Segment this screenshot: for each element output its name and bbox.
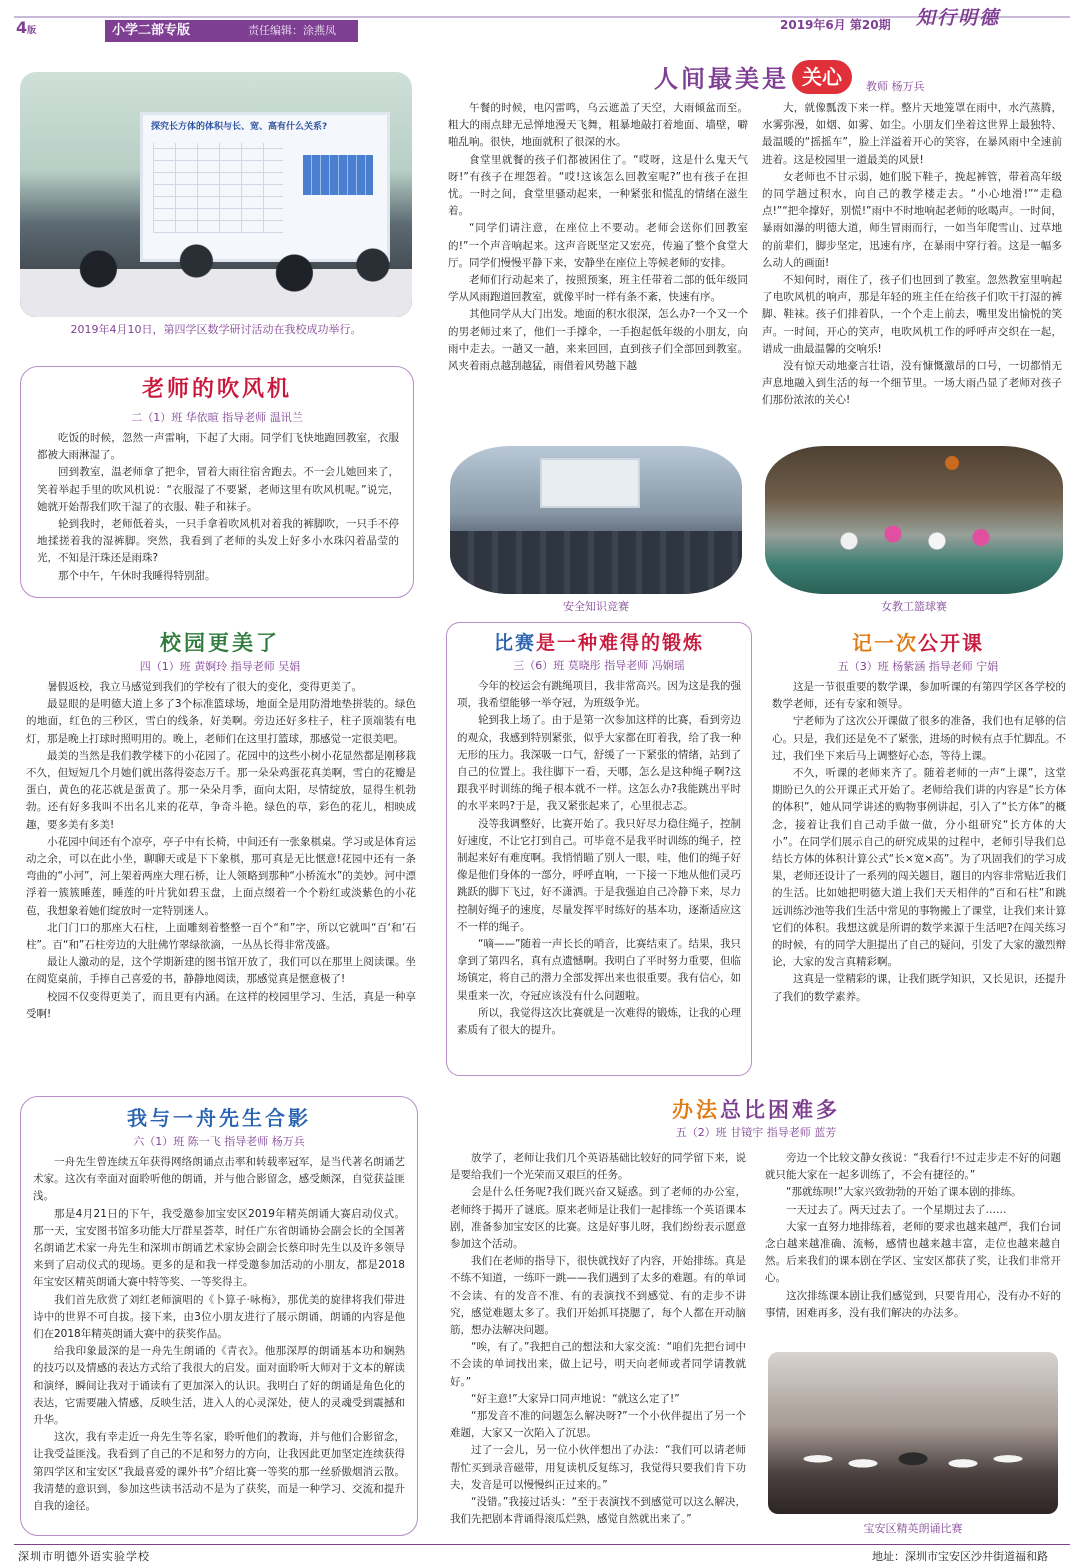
article-paragraph: “嘀——”随着一声长长的哨音，比赛结束了。结果，我只拿到了第四名，真有点遗憾啊。我明白了平时努力重要，但临场镇定，将自己的潜力全部发挥出来也很重要。我有信心，如果重来一次，夺冠应该没有什么问题啦。 — [457, 938, 741, 1002]
article-openclass — [770, 628, 1066, 1048]
article-paragraph: 老师们行动起来了，按照预案，班主任带着二部的低年级同学从风雨跑道回教室，就像平时一样有条不紊，快速有序。 — [448, 274, 748, 304]
article-paragraph: “没错。”我接过话头：“至于表演找不到感觉可以这么解决，我们先把剧本背诵得滚瓜烂熟，感觉自然就出来了。” — [450, 1496, 746, 1526]
article-paragraph: 不知何时，雨住了，孩子们也回到了教室。忽然教室里响起了电吹风机的响声，那是年轻的班主任在给孩子们吹干打湿的裤脚、鞋袜。孩子们排着队，一个个走上前去，嘴里发出愉悦的笑声。一时间，开心的笑声，电吹风机工作的呼呼声交织在一起，谱成一曲最温馨的交响乐! — [762, 274, 1062, 355]
classroom-caption: 2019年4月10日，第四学区数学研讨活动在我校成功举行。 — [70, 323, 362, 336]
brand-logo: 知行明德 — [916, 7, 1001, 29]
article-paragraph: 今年的校运会有跳绳项目，我非常高兴。因为这是我的强项，我希望能够一举夺冠，为班级争光。 — [457, 680, 741, 710]
article-contest — [446, 622, 752, 1076]
article-paragraph: 其他同学从大门出发。地面的积水很深，怎么办?一个又一个的男老师过来了，他们一手撑伞，一手抱起低年级的小朋友，向雨中走去。一趟又一趟，来来回回，直到孩子们全部回到教室。风夹着雨点越刮越猛，雨借着风势越下越 — [448, 308, 748, 373]
article-paragraph: 轮到我时，老师低着头，一只手拿着吹风机对着我的裤脚吹，一只手不停地揉搓着我的湿裤脚。突然，我看到了老师的头发上好多小水珠闪着晶莹的光，不知是汗珠还是雨珠? — [37, 518, 399, 565]
section-title: 小学二部专版 — [112, 23, 191, 38]
article-title: 人间最美是 — [654, 65, 789, 93]
students-silhouettes — [20, 237, 412, 317]
article-paragraph: 暑假返校，我立马感觉到我们的学校有了很大的变化，变得更美了。 — [47, 681, 362, 693]
page-header — [0, 0, 1080, 50]
article-title: 我与一舟先生合影 — [127, 1106, 311, 1130]
article-body — [21, 1150, 417, 1535]
article-byline: 二（1）班 华依暄 指导老师 温讯兰 — [131, 411, 303, 424]
article-paragraph: 会是什么任务呢?我们既兴奋又疑惑。到了老师的办公室，老师终于揭开了谜底。原来老师是让我们一起排练一个英语课本剧，准备参加宝安区的比赛。这是好事儿呀，我们纷纷表示愿意参加这个活动。 — [450, 1186, 746, 1251]
article-paragraph: 没等我调整好，比赛开始了。我只好尽力稳住绳子，控制好速度，不让它打到自己。可毕竟不是我平时训练的绳子，控制起来好有难度啊。我悄悄瞄了别人一眼，哇，他们的绳子好像是他们身体的一部分，呼呼直响，一下接一下地从他们灵巧跳跃的脚下飞过，好不潇洒。于是我强迫自己冷静下来，尽力控制好绳子的速度，尽量发挥平时练好的基本功，逐渐适应这不一样的绳子。 — [457, 817, 741, 933]
article-title: 校园更美了 — [160, 631, 280, 655]
article-paragraph: 大家一直努力地排练着，老师的要求也越来越严，我们台词念白越来越准确、流畅，感情也越来越丰富，走位也越来越自然。后来我们的课本剧在学区、宝安区都获了奖，让我们非常开心。 — [765, 1220, 1061, 1285]
love-body-right — [762, 100, 1062, 430]
article-body — [21, 426, 413, 584]
article-byline: 六（1）班 陈一飞 指导老师 杨万兵 — [133, 1135, 305, 1148]
players — [805, 506, 1025, 576]
screen-table — [153, 143, 283, 233]
hall-seats — [450, 531, 742, 594]
classroom-photo — [20, 72, 412, 317]
article-paragraph: 那是4月21日的下午，我受邀参加宝安区2019年精英朗诵大赛启动仪式。那一天，宝安图书馆多功能大厅群星荟萃，时任广东省朗诵协会副会长的全国著名朗诵艺术家一舟先生和深圳市朗诵艺术家协会副会长蔡印时先生以及许多领导来到了启动仪式的现场。更多的是和我一样受邀参加活动的小朋友，都是2018年宝安区精英朗诵大赛中特等奖、一等奖得主。 — [33, 1207, 405, 1289]
article-paragraph: 一舟先生曾连续五年获得网络朗诵点击率和转载率冠军，是当代著名朗诵艺术家。这次有幸面对面聆听他的朗诵，并与他合影留念，感受颇深，自觉获益匪浅。 — [33, 1156, 405, 1203]
love-title-row — [446, 56, 1066, 98]
article-body — [20, 675, 420, 1067]
article-paragraph: 这真是一堂精彩的课，让我们既学知识，又长见识，还提升了我们的数学素养。 — [772, 973, 1066, 1003]
article-paragraph: 给我印象最深的是一舟先生朗诵的《青衣》。他那深厚的朗诵基本功和娴熟的技巧以及情感的表达方式给了我很大的启发。面对面聆听大师对于文本的解读和演绎，瞬间让我对于诵读有了更加深入的认识。我明白了好的朗诵是角色化的表达，它需要融入情感，反映生活，进入人的心灵深处，使人的灵魂受到震撼和升华。 — [33, 1345, 405, 1427]
article-title: 比赛是一种难得的锻炼 — [493, 632, 705, 654]
article-paragraph: 最美的当然是我们教学楼下的小花园了。花园中的这些小树小花显然都是刚移栽不久，但短短几个月她们就出落得姿态万千。那一朵朵鸡蛋花真美啊，雪白的花瓣是蛋白，黄色的花芯就是蛋黄了。那一朵朵月季，面向太阳，尽情绽放，显得生机勃勃。还有好多我叫不出名儿来的花草，争奇斗艳。绿色的草，彩色的花儿，相映成趣，要多美有多美! — [26, 749, 416, 831]
hall-screen — [540, 458, 640, 508]
method-body-right — [765, 1150, 1061, 1348]
court-photo — [765, 446, 1063, 594]
article-paragraph: “那发音不准的问题怎么解决呀?”一个小伙伴提出了另一个难题，大家又一次陷入了沉思。 — [450, 1410, 746, 1440]
award-caption: 宝安区精英朗诵比赛 — [863, 1522, 963, 1535]
article-byline: 五（2）班 甘镜宇 指导老师 蓝芳 — [675, 1126, 837, 1139]
article-paragraph: 大，就像瓢泼下来一样。整片天地笼罩在雨中，水汽蒸腾，水雾弥漫，如烟、如雾、如尘。小朋友们坐着这世界上最独特、最温暖的“摇摇车”，脸上洋溢着开心的笑容，在暴风雨中全速前进着。这是校园里一道最美的风景! — [762, 102, 1062, 166]
article-byline: 三（6）班 莫晓彤 指导老师 冯娴瑶 — [513, 659, 685, 672]
screen-text: 探究长方体的体积与长、宽、高有什么关系? — [151, 122, 328, 132]
article-title: 记一次公开课 — [852, 631, 984, 655]
article-hairdryer — [20, 366, 414, 598]
title-highlight: 关心 — [792, 60, 852, 94]
article-byline: 四（1）班 黄婀玲 指导老师 吴娟 — [139, 660, 301, 673]
article-paragraph: 放学了，老师让我们几个英语基础比较好的同学留下来，说是要给我们一个光荣而又艰巨的任务。 — [450, 1152, 746, 1182]
article-paragraph: 那个中午，午休时我睡得特别甜。 — [58, 569, 216, 582]
article-paragraph: 所以，我觉得这次比赛就是一次难得的锻炼，让我的心理素质有了很大的提升。 — [457, 1006, 741, 1037]
article-paragraph: 这次，我有幸走近一舟先生等名家，聆听他们的教诲，并与他们合影留念，让我受益匪浅。我看到了自己的不足和努力的方向，让我因此更加坚定连续获得第四学区和宝安区“我最喜爱的课外书”介绍比赛一等奖的那一丝骄傲烟消云散。我清楚的意识到，参加这些读书活动不是为了获奖，而是一种学习、交流和提升自我的途径。 — [33, 1431, 405, 1513]
article-paragraph: 北门门口的那座大石柱，上面雕刻着整整一百个“和”字，所以它就叫“百‘和’石柱”。百“和”石柱旁边的大肚佛竹翠绿欲滴，一丛丛长得非常茂盛。 — [26, 921, 416, 952]
school-address: 地址：深圳市宝安区沙井街道福和路 — [872, 1550, 1048, 1563]
article-paragraph: “唉，有了。”我把自己的想法和大家交流：“咱们先把台词中不会读的单词找出来，做上记号，明天向老师或者同学请教就好。” — [450, 1341, 746, 1388]
article-paragraph: 小花园中间还有个凉亭，亭子中有长椅，中间还有一张象棋桌。学习或是体育运动之余，可以在此小坐，聊聊天或是下下象棋，那可真是无比惬意!花园中还有一条弯曲的“小河”，河上架着两座大理石桥，让人领略到那种“小桥流水”的美妙。河中漂浮着一簇簇睡莲，睡莲的叶片犹如碧玉盘，上面点缀着一个个粉红或淡紫色的小花苞，我想象着她们绽放时一定特别迷人。 — [26, 835, 416, 917]
court-caption: 女教工篮球赛 — [881, 600, 947, 613]
article-paragraph: 我们在老师的指导下，很快就找好了内容，开始排练。真是不练不知道，一练吓一跳——我们遇到了太多的难题。有的单词不会读、有的发音不准、有的表演找不到感觉、有的走步不讲究，感觉难题太多了。我们开始抓耳挠腮了，每个人都在开动脑筋，想办法解决问题。 — [450, 1255, 746, 1337]
article-paragraph: 最让人激动的是，这个学期新建的图书馆开放了，我们可以在那里上阅读课。坐在阅览桌前，手捧自己喜爱的书，静静地阅读，那感觉真是惬意极了! — [26, 956, 416, 986]
article-paragraph: 午餐的时候，电闪雷鸣，乌云遮盖了天空，大雨倾盆而至。粗大的雨点肆无忌惮地漫天飞舞，粗暴地敲打着地面、墙壁，噼啪乱响。很快，地面就积了很深的水。 — [448, 102, 748, 149]
article-paragraph: 没有惊天动地豪言壮语，没有慷慨激昂的口号，一切都悄无声息地融入到生活的每一个细节里。一场大雨凸显了老师对孩子们那份浓浓的关心! — [762, 360, 1062, 407]
article-paragraph: 这次排练课本剧让我们感觉到，只要肯用心，没有办不好的事情，困难再多，没有我们解决的办法多。 — [765, 1289, 1061, 1319]
article-paragraph: 一天过去了。两天过去了。一个星期过去了…… — [786, 1203, 1007, 1216]
article-paragraph: 宁老师为了这次公开课做了很多的准备，我们也有足够的信心。只是，我们还是免不了紧张，进场的时候有点手忙脚乱。不过，我们坐下来后马上调整好心态，等待上课。 — [772, 715, 1066, 762]
issue-date: 2019年6月 第20期 — [780, 18, 891, 32]
article-paragraph: “同学们请注意，在座位上不要动。老师会送你们回教室的!”一个声音响起来。这声音既坚定又宏亮，传遍了整个食堂大厅。同学们慢慢平静下来，安静坐在座位上等候老师的安排。 — [448, 222, 748, 269]
performers — [788, 1422, 1038, 1514]
header-rule — [14, 16, 1070, 18]
method-body-left — [450, 1150, 746, 1540]
editor-credit: 责任编辑：涂燕凤 — [248, 24, 336, 37]
article-paragraph: 校园不仅变得更美了，而且更有内涵。在这样的校园里学习、生活，真是一种享受啊! — [26, 990, 416, 1020]
article-paragraph: 回到教室，温老师拿了把伞，冒着大雨往宿舍跑去。不一会儿她回来了，笑着举起手里的吹风机说：“衣服湿了不要紧，老师这里有吹风机呢。”说完，她就开始帮我们吹干湿了的衣服、鞋子和袜子。 — [37, 466, 399, 513]
article-byline: 教师 杨万兵 — [866, 80, 925, 93]
article-body — [447, 674, 751, 1074]
hall-caption: 安全知识竞赛 — [563, 600, 629, 613]
page-number: 4版 — [16, 18, 37, 37]
school-name: 深圳市明德外语实验学校 — [18, 1550, 150, 1563]
basketball — [945, 456, 959, 470]
article-paragraph: “好主意!”大家异口同声地说：“就这么定了!” — [471, 1392, 680, 1405]
article-paragraph: 最显眼的是明德大道上多了3个标准篮球场，地面全是用防滑地垫拼装的。绿色的地面，红色的三秒区，雪白的线条，好美啊。旁边还好多柱子，柱子顶端装有电灯，那是晚上打球时照明用的。晚上，老师们在这里打篮球，那感觉一定很美吧。 — [26, 698, 416, 745]
article-paragraph: 女老师也不甘示弱，她们脱下鞋子，挽起裤管，带着高年级的同学趟过积水，向自己的教学楼走去。“小心地滑!”“走稳点!”“把伞撑好，别慌!”雨中不时地响起老师的吆喝声。一时间，暴雨如瀑的明德大道，师生冒雨而行，一如当年爬雪山、过草地的前辈们，脚步坚定，迅速有序，在暴雨中穿行着。这是一幅多么动人的画面! — [762, 170, 1062, 269]
article-title: 老师的吹风机 — [141, 377, 292, 402]
love-body-left — [448, 100, 748, 405]
method-title-row — [446, 1092, 1066, 1138]
article-paragraph: 不久，听课的老师来齐了。随着老师的一声“上课”，这堂期盼已久的公开课正式开始了。老师给我们讲的内容是“长方体的体积”，她从同学讲述的购物事例讲起，引入了“长方体”的概念，接着让我们自己动手做一做，分小组研究“长方体的大小”。在同学们展示自己的研究成果的过程中，老师引导我们总结长方体的体积计算公式“长×宽×高”。为了巩固我们的学习成果，老师还设计了一系列的闯关题目，题目的内容非常贴近我们的生活。比如她把明德大道上我们天天相伴的“百和石柱”和跳远训练沙池等我们生活中常见的事物搬上了课堂，让我们来计算它们的体积。我想这就是所谓的数学来源于生活吧?在闯关练习的时候，有的同学大胆提出了自己的疑问，引发了大家的激烈辩论，大家的发言真精彩啊。 — [772, 767, 1066, 969]
award-photo — [768, 1352, 1058, 1514]
cube-diagram — [303, 155, 373, 195]
article-campus — [20, 628, 420, 1078]
article-body — [770, 675, 1066, 1050]
article-paragraph: 食堂里就餐的孩子们都被困住了。“哎呀，这是什么鬼天气呀!”有孩子在埋怨着。“哎!这该怎么回教室呢?”也有孩子在担忧。一时之间，食堂里骚动起来，一种紧张和慌乱的情绪在滋生着。 — [448, 153, 748, 218]
article-paragraph: 这是一节很重要的数学课，参加听课的有第四学区各学校的数学老师，还有专家和领导。 — [772, 681, 1066, 711]
article-recitation — [20, 1096, 418, 1536]
article-paragraph: 轮到我上场了。由于是第一次参加这样的比赛，看到旁边的观众，我感到特别紧张，似乎大家都在盯着我，给了我一种无形的压力。我深吸一口气，舒缓了一下紧张的情绪，站到了自己的位置上。我往脚下一看，天哪，怎么是这种绳子啊?这跟我平时训练的绳子根本就不一样。这怎么办?我能跳出平时的水平来吗?于是，我又紧张起来了，心里很忐忑。 — [457, 714, 741, 813]
article-paragraph: 过了一会儿，另一位小伙伴想出了办法：“我们可以请老师帮忙买到录音磁带，用复读机反复练习，我觉得只要我们肯下功夫，发音是可以慢慢纠正过来的。” — [450, 1444, 746, 1491]
hall-photo — [450, 446, 742, 594]
article-paragraph: 旁边一个比较文静女孩说：“我看行!不过走步走不好的问题就只能大家在一起多训练了，不会有捷径的。” — [765, 1152, 1061, 1182]
page-footer — [0, 1542, 1080, 1566]
article-paragraph: 吃饭的时候，忽然一声雷响，下起了大雨。同学们飞快地跑回教室，衣服都被大雨淋湿了。 — [37, 432, 399, 462]
article-title: 办法总比困难多 — [672, 1098, 840, 1122]
article-paragraph: “那就练呗!”大家兴致勃勃的开始了课本剧的排练。 — [786, 1186, 1022, 1199]
footer-rule — [14, 1544, 1070, 1545]
article-byline: 五（3）班 杨紫涵 指导老师 宁娟 — [837, 660, 999, 673]
article-paragraph: 我们首先欣赏了刘红老师演唱的《卜算子·咏梅》，那优美的旋律将我们带进诗中的世界不可自拔。接下来，由3位小朋友进行了展示朗诵，朗诵的内容是他们在2018年精英朗诵大赛中的获奖作品。 — [33, 1293, 405, 1341]
